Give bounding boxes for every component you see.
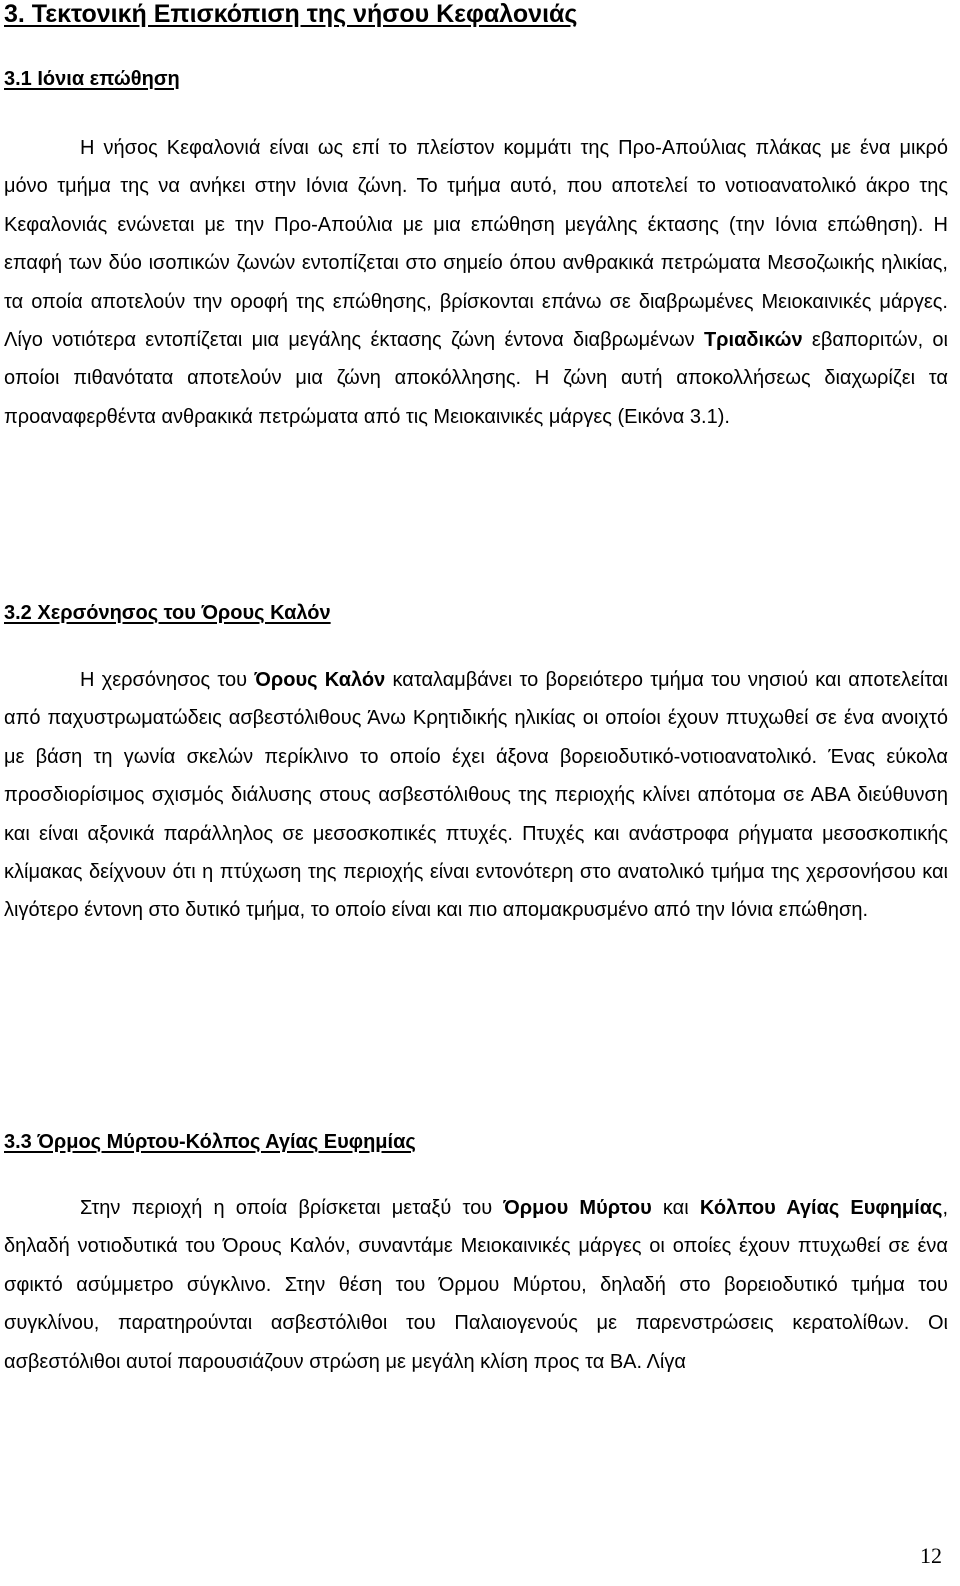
paragraph-text: Στην περιοχή η οποία βρίσκεται μεταξύ του	[80, 1197, 504, 1219]
paragraph-text: , δηλαδή νοτιοδυτικά του Όρους Καλόν, συναντάμε Μειοκαινικές μάργες οι οποίες έχουν πτυχωθεί σε ένα σφικτό ασύμμετρο σύγκλινο. Στην θέση του Όρμου Μύρτου, δηλαδή στο βορειοδυτικό τμήμα του συγκλίνου, παρατηρούνται ασβεστόλιθοι του Παλαιογενούς με παρενστρώσεις κερατολίθων. Οι ασβεστόλιθοι αυτοί παρουσιάζουν στρώση με μεγάλη κλίση προς τα ΒΑ. Λίγα	[4, 1197, 948, 1373]
bold-term-orous-kalon: Όρους Καλόν	[254, 669, 386, 691]
paragraph-text: και	[651, 1197, 700, 1219]
section-heading-3-3: 3.3 Όρμος Μύρτου-Κόλπος Αγίας Ευφημίας	[4, 1131, 416, 1153]
section-paragraph-3-2	[4, 661, 948, 930]
paragraph-text: καταλαμβάνει το βορειότερο τμήμα του νησιού και αποτελείται από παχυστρωματώδεις ασβεστόλιθους Άνω Κρητιδικής ηλικίας οι οποίοι έχουν πτυχωθεί σε ένα ανοιχτό με βάση τη γωνία σκελών περίκλινο το οποίο έχει άξονα βορειοδυτικό-νοτιοανατολικό. Ένας εύκολα προσδιορίσιμος σχισμός διάλυσης στους ασβεστόλιθους της περιοχής κλίνει απότομα σε ΑΒΑ διεύθυνση και είναι αξονικά παράλληλος σε μεσοσκοπικές πτυχές. Πτυχές και ανάστροφα ρήγματα μεσοσκοπικής κλίμακας δείχνουν ότι η πτύχωση της περιοχής είναι εντονότερη στο ανατολικό τμήμα της χερσονήσου και λιγότερο έντονη στο δυτικό τμήμα, το οποίο είναι και πιο απομακρυσμένο από την Ιόνια επώθηση.	[4, 669, 948, 922]
page-number: 12	[920, 1543, 942, 1568]
bold-term-triadikon: Τριαδικών	[703, 329, 803, 352]
section-heading-3-1: 3.1 Ιόνια επώθηση	[4, 68, 180, 90]
section-heading-3-2: 3.2 Χερσόνησος του Όρους Καλόν	[4, 602, 331, 624]
paragraph-text: Η χερσόνησος του	[80, 669, 255, 691]
chapter-title: 3. Τεκτονική Επισκόπιση της νήσου Κεφαλονιάς	[4, 0, 578, 28]
paragraph-text: εβαποριτών, οι οποίοι πιθανότατα αποτελούν μια ζώνη αποκόλλησης. Η ζώνη αυτή αποκολλήσεως διαχωρίζει τα προαναφερθέντα ανθρακικά πετρώματα από τις Μειοκαινικές μάργες (Εικόνα 3.1).	[4, 329, 948, 428]
section-paragraph-3-1	[4, 129, 948, 436]
section-paragraph-3-3	[4, 1189, 948, 1381]
bold-term-ormou-myrtou: Όρμου Μύρτου	[503, 1197, 652, 1219]
paragraph-text: Η νήσος Κεφαλονιά είναι ως επί το πλείστον κομμάτι της Προ-Απούλιας πλάκας με ένα μικρό μόνο τμήμα της να ανήκει στην Ιόνια ζώνη. Το τμήμα αυτό, που αποτελεί το νοτιοανατολικό άκρο της Κεφαλονιάς ενώνεται με την Προ-Απούλια με μια επώθηση μεγάλης έκτασης (την Ιόνια επώθηση). Η επαφή των δύο ισοπικών ζωνών εντοπίζεται στο σημείο όπου ανθρακικά πετρώματα Μεσοζωικής ηλικίας, τα οποία αποτελούν την οροφή της επώθησης, βρίσκονται επάνω σε διαβρωμένες Μειοκαινικές μάργες. Λίγο νοτιότερα εντοπίζεται μια μεγάλης έκτασης ζώνη έντονα διαβρωμένων	[4, 137, 948, 352]
bold-term-kolpou-agias-eufimias: Κόλπου Αγίας Ευφημίας	[699, 1197, 943, 1219]
